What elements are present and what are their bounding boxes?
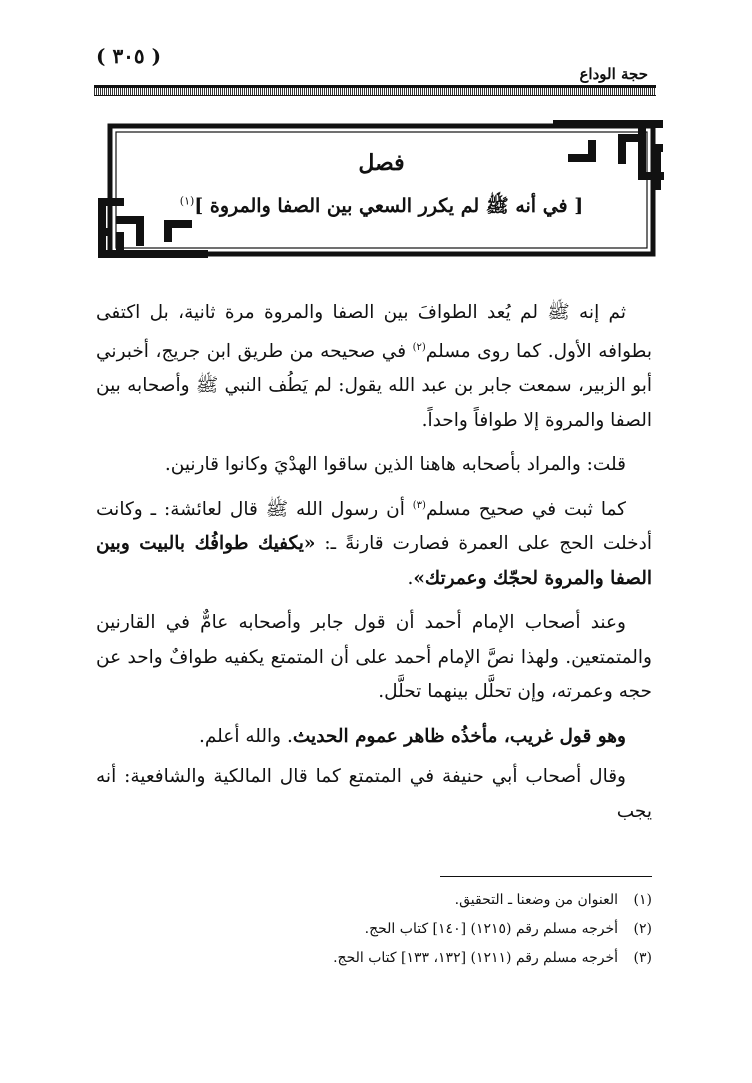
footnote-text: أخرجه مسلم رقم (١٢١١) [١٣٢، ١٣٣] كتاب الحج.	[333, 950, 618, 966]
paragraph-3-end: .	[407, 567, 414, 589]
paragraph-1	[96, 296, 652, 438]
footnote-number: (٢)	[633, 921, 652, 937]
footnote-marker-2: (٢)	[412, 341, 426, 353]
paragraph-5-bold: وهو قول غريب، مأخذُه ظاهر عموم الحديث	[292, 725, 626, 747]
footnote-number: (١)	[633, 892, 652, 908]
subtitle-footnote-marker: (١)	[179, 194, 195, 208]
section-subtitle-line	[138, 194, 625, 222]
paragraph-3	[96, 489, 652, 597]
paragraph-3-text-b: أن رسول الله ﷺ قال لعائشة: ـ وكانت أدخلت الحج على العمرة فصارت قارنةً ـ:	[96, 498, 652, 555]
ornamental-frame-icon	[98, 120, 665, 260]
footnote-marker-3: (٣)	[412, 499, 426, 511]
running-title: حجة الوداع	[579, 65, 648, 83]
paragraph-2: قلت: والمراد بأصحابه هاهنا الذين ساقوا الهدْيَ وكانوا قارنين.	[164, 454, 626, 476]
main-text	[96, 296, 652, 839]
paragraph-3-text-a: كما ثبت في صحيح مسلم	[425, 498, 626, 520]
paragraph-4: وعند أصحاب الإمام أحمد أن قول جابر وأصحابه عامٌّ في القارنين والمتمتعين. ولهذا نصَّ الإمام أحمد على أن المتمتع يكفيه طوافٌ واحد عن حجه وعمرته، وإن تحلَّل بينهما تحلَّل.	[96, 612, 652, 703]
page-number: ( ٣٠٥ )	[96, 44, 162, 68]
paragraph-6: وقال أصحاب أبي حنيفة في المتمتع كما قال المالكية والشافعية: أنه يجب	[96, 766, 652, 822]
section-subtitle: [ في أنه ﷺ لم يكرر السعي بين الصفا والمروة ]	[194, 195, 584, 217]
footnote-text: أخرجه مسلم رقم (١٢١٥) [١٤٠] كتاب الحج.	[364, 921, 618, 937]
paragraph-5-rest: . والله أعلم.	[198, 725, 293, 747]
section-heading: فصل	[358, 150, 405, 176]
footnote-2	[96, 915, 652, 944]
footnotes	[96, 886, 652, 973]
header-rule	[94, 85, 656, 96]
paragraph-5	[96, 720, 652, 755]
footnote-1	[96, 886, 652, 915]
title-frame	[98, 120, 665, 260]
footnote-3	[96, 944, 652, 973]
hadith-quote: «يكفيك طوافُك بالبيت وبين الصفا والمروة لحجّك وعمرتك»	[96, 533, 652, 589]
footnote-rule	[440, 876, 652, 877]
footnote-text: العنوان من وضعنا ـ التحقيق.	[454, 892, 618, 908]
paragraph-1-rest: في صحيحه من طريق ابن جريج، أخبرني أبو الزبير، سمعت جابر بن عبد الله يقول: لم يَطُف النبي ﷺ وأصحابه بين الصفا والمروة إلا طوافاً واحداً.	[96, 340, 652, 431]
paragraph-1-text: ثم إنه ﷺ لم يُعد الطوافَ بين الصفا والمروة مرة ثانية، بل اكتفى بطوافه الأول. كما روى مسلم	[96, 302, 652, 362]
footnote-number: (٣)	[633, 950, 652, 966]
